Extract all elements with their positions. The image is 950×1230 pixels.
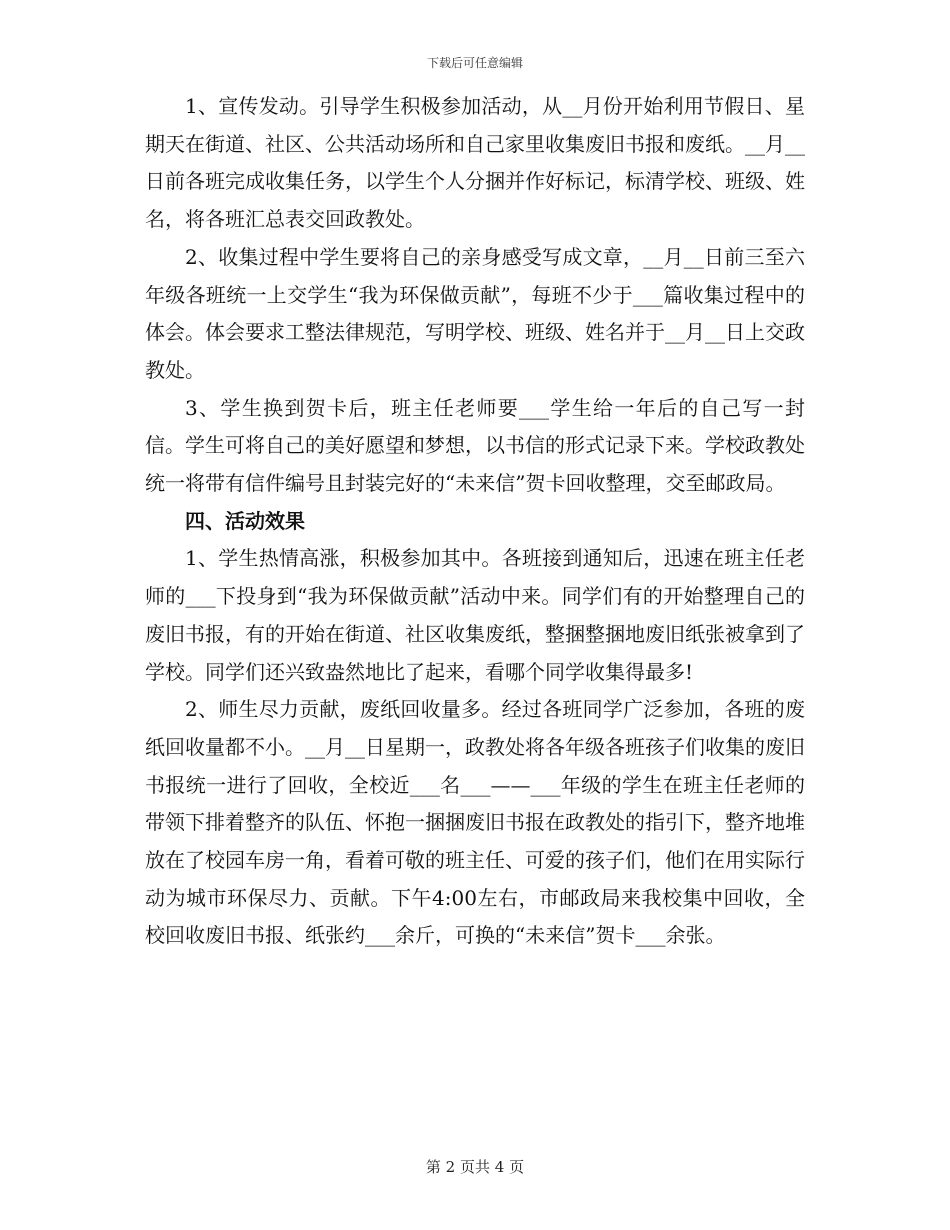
paragraph-5: 2、师生尽力贡献，废纸回收量多。经过各班同学广泛参加，各班的废纸回收量都不小。__月__日星期一，政教处将各年级各班孩子们收集的废旧书报统一进行了回收，全校近___名___——___年级的学生在班主任老师的带领下排着整齐的队伍、怀抱一捆捆废旧书报在政教处的指引下，整齐地堆放在了校园车房一角，看着可敬的班主任、可爱的孩子们，他们在用实际行动为城市环保尽力、贡献。下午4:00左右，市邮政局来我校集中回收，全校回收废旧书报、纸张约___余斤，可换的“未来信”贺卡___余张。 [145, 697, 805, 948]
section-heading-activity-effect: 四、活动效果 [185, 508, 305, 533]
page-footer: 第 2 页共 4 页 [425, 1158, 525, 1176]
paragraph-2: 2、收集过程中学生要将自己的亲身感受写成文章，__月__日前三至六年级各班统一上交学生“我为环保做贡献”，每班不少于___篇收集过程中的体会。体会要求工整法律规范，写明学校、班级、姓名并于__月__日上交政教处。 [145, 244, 805, 382]
page-header: 下载后可任意编辑 [426, 56, 523, 70]
paragraph-1: 1、宣传发动。引导学生积极参加活动，从__月份开始利用节假日、星期天在街道、社区、公共活动场所和自己家里收集废旧书报和废纸。__月__日前各班完成收集任务，以学生个人分捆并作好标记，标清学校、班级、姓名，将各班汇总表交回政教处。 [145, 94, 805, 232]
paragraph-3: 3、学生换到贺卡后，班主任老师要___学生给一年后的自己写一封信。学生可将自己的美好愿望和梦想，以书信的形式记录下来。学校政教处统一将带有信件编号且封装完好的“未来信”贺卡回收整理，交至邮政局。 [145, 395, 805, 496]
paragraph-4: 1、学生热情高涨，积极参加其中。各班接到通知后，迅速在班主任老师的___下投身到“我为环保做贡献”活动中来。同学们有的开始整理自己的废旧书报，有的开始在街道、社区收集废纸，整捆整捆地废旧纸张被拿到了学校。同学们还兴致盎然地比了起来，看哪个同学收集得最多! [145, 546, 805, 684]
document-body [145, 88, 805, 955]
